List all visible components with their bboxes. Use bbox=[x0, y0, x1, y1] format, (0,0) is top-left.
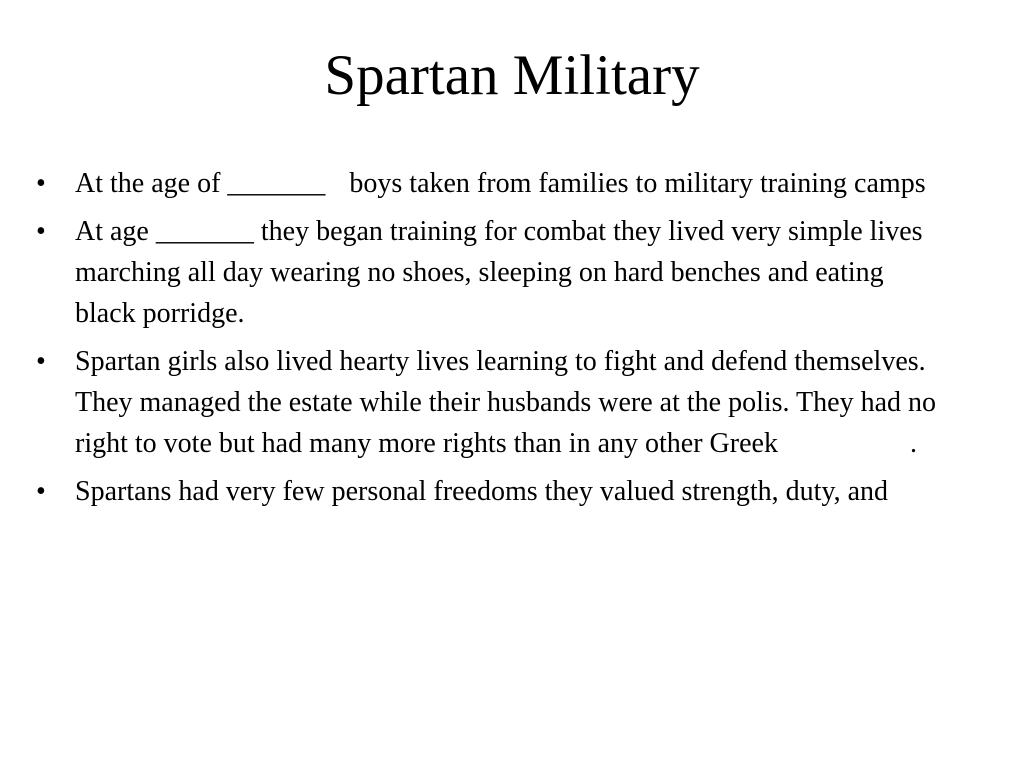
slide-title: Spartan Military bbox=[324, 44, 700, 107]
bullet-text: Spartans had very few personal freedoms they valued strength, duty, and bbox=[75, 476, 889, 507]
bullet-icon: • bbox=[36, 476, 46, 507]
bullet-icon: • bbox=[36, 168, 46, 199]
bullet-text-part1: Spartan girls also lived hearty lives learning to fight and defend themselves. They managed the estate while their husbands were at the polis. They had no right to vote but had many more rights than in any other Greek bbox=[75, 346, 936, 459]
bullet-icon: • bbox=[36, 346, 46, 377]
bullet-text-part2: . bbox=[909, 428, 917, 459]
bullet-list bbox=[36, 163, 936, 519]
bullet-text-part1: At the age of _______ bbox=[75, 168, 326, 199]
bullet-item-combat-training bbox=[36, 211, 936, 334]
bullet-text: At age _______ they began training for combat they lived very simple lives marching all day wearing no shoes, sleeping on hard benches and eating black porridge. bbox=[75, 216, 923, 329]
bullet-item-spartan-girls bbox=[36, 341, 936, 464]
bullet-text-part2: boys taken from families to military training camps bbox=[349, 168, 926, 199]
bullet-item-age-taken bbox=[36, 163, 936, 204]
bullet-item-freedoms bbox=[36, 471, 936, 512]
bullet-icon: • bbox=[36, 216, 46, 247]
